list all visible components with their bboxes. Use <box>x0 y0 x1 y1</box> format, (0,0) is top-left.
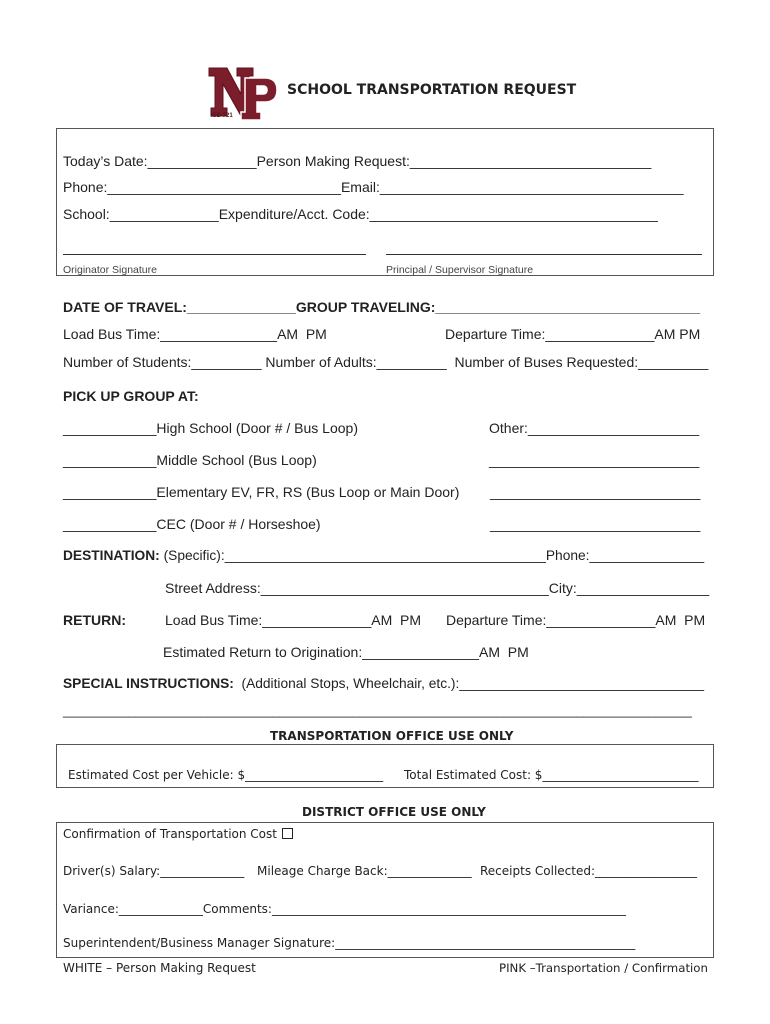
pickup-other-blank-1[interactable]: ___________________________ <box>489 452 700 468</box>
estimated-cost-per-vehicle[interactable]: Estimated Cost per Vehicle: $_______________________ <box>68 768 384 782</box>
footer-white-copy: WHITE – Person Making Request <box>63 961 256 975</box>
special-instructions-label: SPECIAL INSTRUCTIONS: <box>63 676 234 691</box>
departure-time[interactable]: Departure Time:______________AM PM <box>445 326 701 342</box>
transport-office-heading: TRANSPORTATION OFFICE USE ONLY <box>270 729 514 743</box>
superintendent-signature[interactable]: Superintendent/Business Manager Signature:__________________________________________________ <box>63 936 636 950</box>
mileage-charge-back[interactable]: Mileage Charge Back:______________ <box>257 864 472 878</box>
confirmation-line <box>63 827 293 841</box>
principal-signature-label: Principal / Supervisor Signature <box>386 264 534 276</box>
return-departure-time[interactable]: Departure Time:______________AM PM <box>446 612 706 628</box>
pickup-high-school[interactable]: ____________High School (Door # / Bus Loop) <box>63 420 358 436</box>
load-bus-time[interactable]: Load Bus Time:_______________AM PM <box>63 326 327 342</box>
request-line-3[interactable]: School:______________Expenditure/Acct. Code:_____________________________________ <box>63 206 658 222</box>
total-estimated-cost[interactable]: Total Estimated Cost: $__________________________ <box>404 768 699 782</box>
number-line[interactable]: Number of Students:_________ Number of Adults:_________ Number of Buses Requested:_________ <box>63 354 709 370</box>
destination-label: DESTINATION: <box>63 548 160 563</box>
pickup-middle-school[interactable]: ____________Middle School (Bus Loop) <box>63 452 317 468</box>
form-title: SCHOOL TRANSPORTATION REQUEST <box>287 82 577 98</box>
originator-signature-label: Originator Signature <box>63 264 157 276</box>
np-logo <box>207 64 279 124</box>
pickup-cec[interactable]: ____________CEC (Door # / Horseshoe) <box>63 516 321 532</box>
request-line-1[interactable]: Today’s Date:______________Person Making Request:_______________________________ <box>63 153 652 169</box>
pickup-other-blank-3[interactable]: ___________________________ <box>490 516 701 532</box>
originator-signature-line[interactable] <box>63 254 366 255</box>
variance-comments[interactable]: Variance:______________Comments:___________________________________________________________ <box>63 902 626 916</box>
confirmation-checkbox[interactable] <box>282 828 293 839</box>
receipts-collected[interactable]: Receipts Collected:_________________ <box>480 864 698 878</box>
drivers-salary[interactable]: Driver(s) Salary:______________ <box>63 864 245 878</box>
return-load-bus-time[interactable]: Load Bus Time:______________AM PM <box>165 612 422 628</box>
pickup-heading: PICK UP GROUP AT: <box>63 388 199 404</box>
request-line-2[interactable]: Phone:______________________________Email:_______________________________________ <box>63 179 684 195</box>
pickup-other[interactable]: Other:______________________ <box>489 420 700 436</box>
estimated-return[interactable]: Estimated Return to Origination:_______________AM PM <box>163 644 529 660</box>
special-instructions-line-2[interactable]: _______________________________________________________________________________________ <box>63 703 693 718</box>
travel-line-1[interactable]: DATE OF TRAVEL:______________GROUP TRAVELING:__________________________________ <box>63 299 701 315</box>
special-instructions-text[interactable]: (Additional Stops, Wheelchair, etc.):________________________________ <box>233 676 705 691</box>
special-instructions-line[interactable] <box>63 676 704 691</box>
principal-signature-line[interactable] <box>386 254 702 255</box>
pickup-other-blank-2[interactable]: ___________________________ <box>490 484 701 500</box>
destination-specific[interactable]: (Specific):__________________________________________Phone:_______________ <box>159 548 705 563</box>
logo-isd: ISD 721 <box>211 113 233 119</box>
district-office-heading: DISTRICT OFFICE USE ONLY <box>302 805 486 819</box>
pickup-elementary[interactable]: ____________Elementary EV, FR, RS (Bus Loop or Main Door) <box>63 484 460 500</box>
return-label: RETURN: <box>63 612 126 628</box>
street-address[interactable]: Street Address:_____________________________________City:_________________ <box>165 580 710 596</box>
confirmation-label: Confirmation of Transportation Cost <box>63 827 277 841</box>
footer-pink-copy: PINK –Transportation / Confirmation <box>499 961 708 975</box>
destination-line[interactable] <box>63 548 704 563</box>
